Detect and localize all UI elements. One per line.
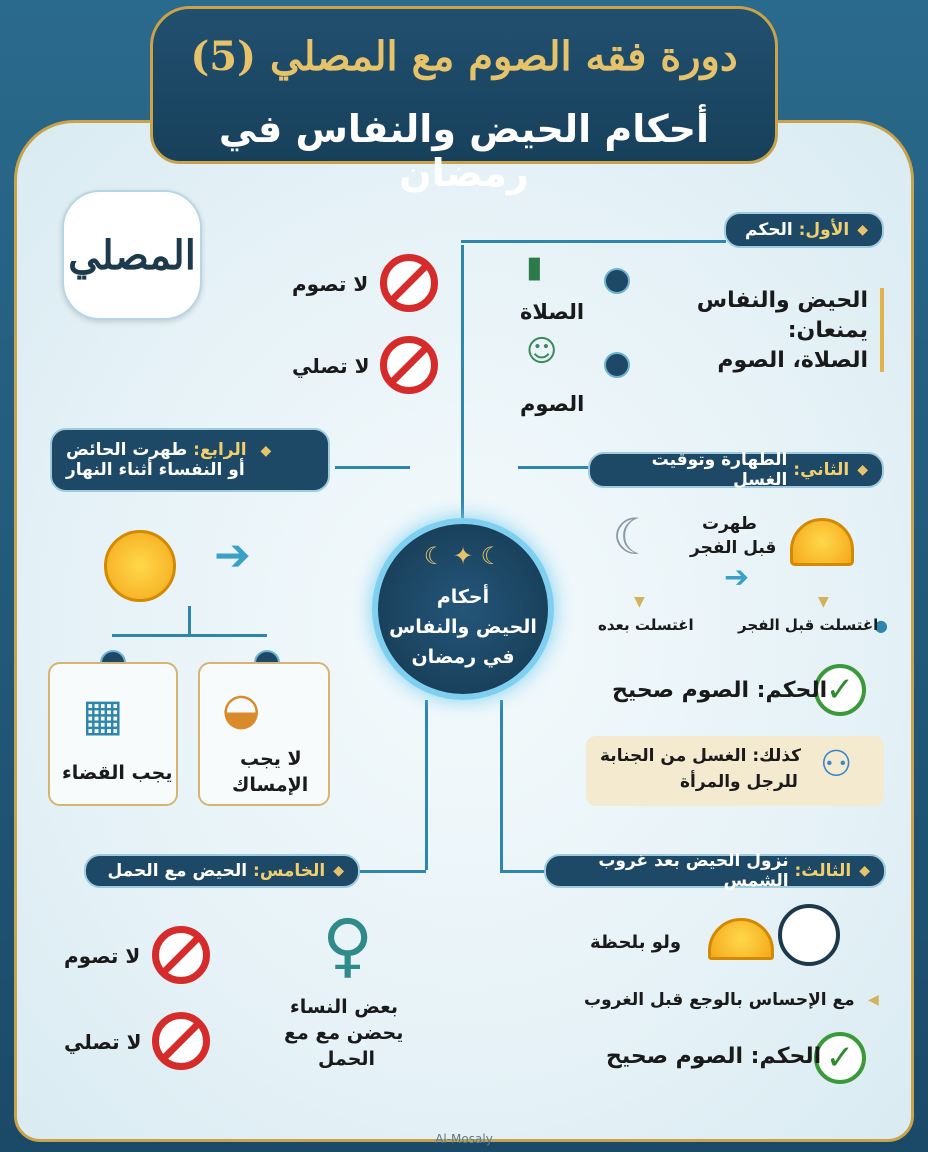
section5-no-fast: لا تصوم [64, 944, 141, 968]
caret-down-icon: ▼ [818, 594, 829, 610]
section5-some-1: بعض النساء [290, 996, 398, 1018]
calendar-clock-icon: ▦ [82, 690, 124, 741]
section4-label-line1: طهرت الحائض [66, 440, 188, 460]
clock-icon [778, 904, 840, 966]
section2-note-2: للرجل والمرأة [680, 772, 798, 792]
diamond-bullet-icon: ◆ [857, 222, 868, 238]
section1-no-fast: لا تصوم [292, 272, 369, 296]
section1-heading [724, 212, 884, 248]
center-text [378, 582, 548, 672]
section1-lead: الأول: [798, 220, 850, 240]
section1-label: الحكم [745, 220, 793, 240]
section4-lead: الرابع: [193, 440, 247, 460]
no-fasting-sign-icon [380, 254, 438, 312]
lantern-crescent-icon: ☾ ✦ ☾ [423, 542, 503, 570]
section5-lead: الخامس: [253, 861, 326, 881]
section5-label: الحيض مع الحمل [107, 861, 248, 881]
section2-purified-1: طهرت [702, 514, 757, 534]
footer-credit: Al-Mosaly [435, 1132, 493, 1146]
caret-left-icon: ◀ [868, 992, 879, 1008]
meal-glass-icon: ◒ [222, 684, 261, 735]
no-fasting-sign-icon [152, 926, 210, 984]
section2-label: الطهارة وتوقيت الغسل [651, 450, 788, 490]
pregnant-woman-icon: ♀ [322, 904, 374, 986]
logo-text: المصلي [68, 231, 196, 279]
center-line3: في رمضان [411, 646, 515, 668]
connector-left-branch [335, 466, 410, 469]
section1-rule-line3: الصلاة، الصوم [717, 348, 868, 373]
section2-note-1: كذلك: الغسل من الجنابة [600, 746, 802, 766]
section3-pain: مع الإحساس بالوجع قبل الغروب [584, 990, 855, 1010]
section1-rule-line1: الحيض والنفاس [696, 288, 868, 313]
section5-some-2: يحضن مع مع [284, 1022, 404, 1044]
section3-heading [544, 851, 886, 891]
section5-some-3: الحمل [318, 1048, 376, 1070]
section4-makeup: يجب القضاء [62, 762, 173, 784]
section1-rule-line2: يمنعان: [787, 318, 868, 343]
prayer-mat-icon: ▮ [526, 250, 543, 285]
section1-accent-bar [880, 288, 884, 372]
connector-top [461, 240, 726, 243]
section4-branch-h [112, 634, 267, 637]
section4-label-line2: أو النفساء أثناء النهار [66, 460, 245, 480]
section1-item-prayer: الصلاة [520, 300, 585, 324]
connector-down-right [500, 700, 503, 870]
valid-check-icon: ✓ [814, 664, 866, 716]
diamond-bullet-icon: ◆ [260, 443, 272, 459]
praying-person-icon: ☺ [526, 334, 558, 369]
arrow-right-icon: ➔ [214, 530, 251, 581]
diamond-bullet-icon: ◆ [857, 462, 868, 478]
section2-lead: الثاني: [793, 460, 850, 480]
center-line1: أحكام [436, 586, 490, 608]
section4-not-required-2: الإمساك [232, 774, 309, 796]
connector-down-left [425, 700, 428, 870]
center-line2: الحيض والنفاس [389, 616, 537, 638]
section4-heading-line1 [66, 440, 271, 460]
section4-branch-v [188, 606, 191, 634]
section2-heading [588, 452, 884, 488]
header-banner [150, 6, 778, 195]
no-praying-sign-icon [380, 336, 438, 394]
section3-label: نزول الحيض بعد غروب الشمس [598, 851, 789, 891]
diamond-bullet-icon: ◆ [333, 863, 344, 879]
arrow-right-icon: ➔ [724, 560, 750, 595]
section3-ruling: الحكم: الصوم صحيح [606, 1044, 822, 1069]
center-hub [372, 518, 554, 700]
section2-washed-after: اغتسلت بعده [598, 616, 694, 634]
section1-item-fast: الصوم [520, 392, 585, 416]
crescent-moon-icon: ☾ [612, 508, 657, 566]
section3-moment: ولو بلحظة [590, 932, 682, 953]
valid-check-icon: ✓ [814, 1032, 866, 1084]
section5-no-pray: لا تصلي [64, 1030, 142, 1054]
section1-no-pray: لا تصلي [292, 354, 370, 378]
sun-icon [104, 530, 176, 602]
page-title: أحكام الحيض والنفاس في رمضان [218, 107, 710, 195]
connector-section5 [360, 870, 426, 873]
connector-trunk-up [461, 245, 464, 520]
connector-right-branch [518, 466, 588, 469]
section3-lead: الثالث: [794, 861, 852, 881]
connector-section3 [500, 870, 544, 873]
section2-washed-before: اغتسلت قبل الفجر [738, 616, 879, 634]
section1-dot-1 [604, 268, 630, 294]
section4-not-required-1: لا يجب [240, 748, 302, 770]
caret-down-icon: ▼ [634, 594, 645, 610]
no-praying-sign-icon [152, 1012, 210, 1070]
section5-heading [84, 854, 360, 888]
shower-man-woman-icon: ⚇ [820, 744, 853, 785]
section2-purified-2: قبل الفجر [690, 538, 777, 558]
course-title: دورة فقه الصوم مع المصلي (5) [190, 33, 738, 80]
diamond-bullet-icon: ◆ [859, 863, 870, 879]
water-drop-icon: ● [874, 616, 888, 635]
section2-ruling: الحكم: الصوم صحيح [612, 678, 828, 703]
section1-dot-2 [604, 352, 630, 378]
section4-heading [50, 428, 330, 492]
mosaly-logo [62, 190, 202, 320]
